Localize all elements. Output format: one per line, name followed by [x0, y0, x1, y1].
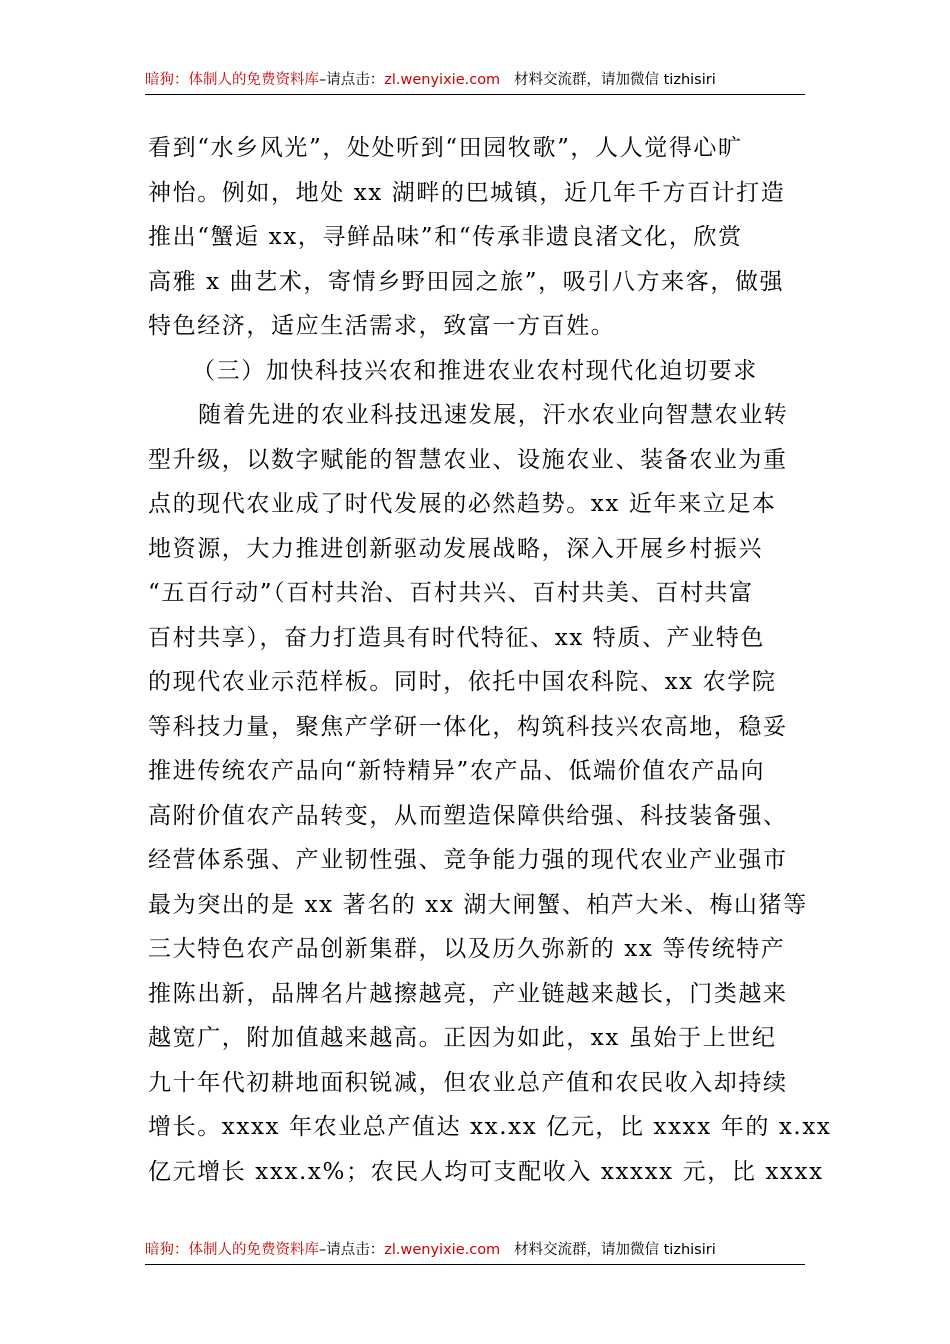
paragraph-line: 的现代农业示范样板。同时，依托中国农科院、xx 农学院 — [148, 669, 777, 695]
paragraph-line: 型升级，以数字赋能的智慧农业、设施农业、装备农业为重 — [148, 446, 788, 473]
footer-link-prefix: –请点击： — [319, 1242, 385, 1258]
paragraph-line: 百村共享），奋力打造具有时代特征、xx 特质、产业特色 — [148, 624, 765, 651]
paragraph-line: 九十年代初耕地面积锐减，但农业总产值和农民收入却持续 — [148, 1069, 788, 1096]
paragraph-line: 推陈出新，品牌名片越擦越亮，产业链越来越长，门类越来 — [148, 980, 788, 1007]
body-line: 高雅 x 曲艺术，寄情乡野田园之旅”，吸引八方来客，做强 — [148, 268, 785, 295]
header-url-link[interactable]: zl.wenyixie.com — [384, 72, 501, 88]
paragraph-line: “五百行动”（百村共治、百村共兴、百村共美、百村共富 — [148, 580, 754, 606]
paragraph-line: 等科技力量，聚焦产学研一体化，构筑科技兴农高地，稳妥 — [148, 713, 788, 740]
paragraph-line: 越宽广，附加值越来越高。正因为如此，xx 虽始于上世纪 — [148, 1025, 777, 1051]
paragraph-line: 点的现代农业成了时代发展的必然趋势。xx 近年来立足本 — [148, 491, 777, 517]
body-line: 神怡。例如，地处 xx 湖畔的巴城镇，近几年千方百计打造 — [148, 179, 786, 206]
body-line: 推出“蟹逅 xx，寻鲜品味”和“传承非遗良渚文化，欣赏 — [148, 224, 743, 250]
header-link-prefix: –请点击： — [319, 72, 385, 88]
paragraph-line: 随着先进的农业科技迅速发展，汗水农业向智慧农业转 — [198, 402, 789, 428]
paragraph-line: 增长。xxxx 年农业总产值达 xx.xx 亿元，比 xxxx 年的 x.xx — [148, 1114, 832, 1140]
header-banner — [145, 70, 805, 90]
paragraph-line: 亿元增长 xxx.x%；农民人均可支配收入 xxxxx 元，比 xxxx — [148, 1158, 824, 1185]
footer-brand: 暗狗：体制人的免费资料库 — [145, 1242, 319, 1258]
paragraph-line: 推进传统农产品向“新特精异”农产品、低端价值农产品向 — [148, 758, 766, 784]
footer-divider — [145, 1264, 805, 1265]
paragraph-line: 三大特色农产品创新集群，以及历久弥新的 xx 等传统特产 — [148, 936, 786, 962]
header-brand: 暗狗：体制人的免费资料库 — [145, 72, 319, 88]
footer-contact: 材料交流群，请加微信 tizhisiri — [514, 1242, 716, 1258]
document-body — [148, 126, 832, 1194]
footer-banner — [145, 1240, 805, 1260]
header-divider — [145, 94, 805, 95]
body-line: 看到“水乡风光”，处处听到“田园牧歌”，人人觉得心旷 — [148, 135, 743, 161]
body-line: 特色经济，适应生活需求，致富一方百姓。 — [148, 313, 616, 339]
footer-url-link[interactable]: zl.wenyixie.com — [384, 1242, 501, 1258]
paragraph-line: 高附价值农产品转变，从而塑造保障供给强、科技装备强、 — [148, 802, 788, 829]
paragraph-line: 经营体系强、产业韧性强、竞争能力强的现代农业产业强市 — [148, 847, 788, 873]
paragraph-line: 地资源，大力推进创新驱动发展战略，深入开展乡村振兴 — [148, 535, 763, 562]
header-contact: 材料交流群，请加微信 tizhisiri — [514, 72, 716, 88]
section-heading: （三）加快科技兴农和推进农业农村现代化迫切要求 — [192, 357, 758, 384]
paragraph-line: 最为突出的是 xx 著名的 xx 湖大闸蟹、柏芦大米、梅山猪等 — [148, 891, 808, 918]
